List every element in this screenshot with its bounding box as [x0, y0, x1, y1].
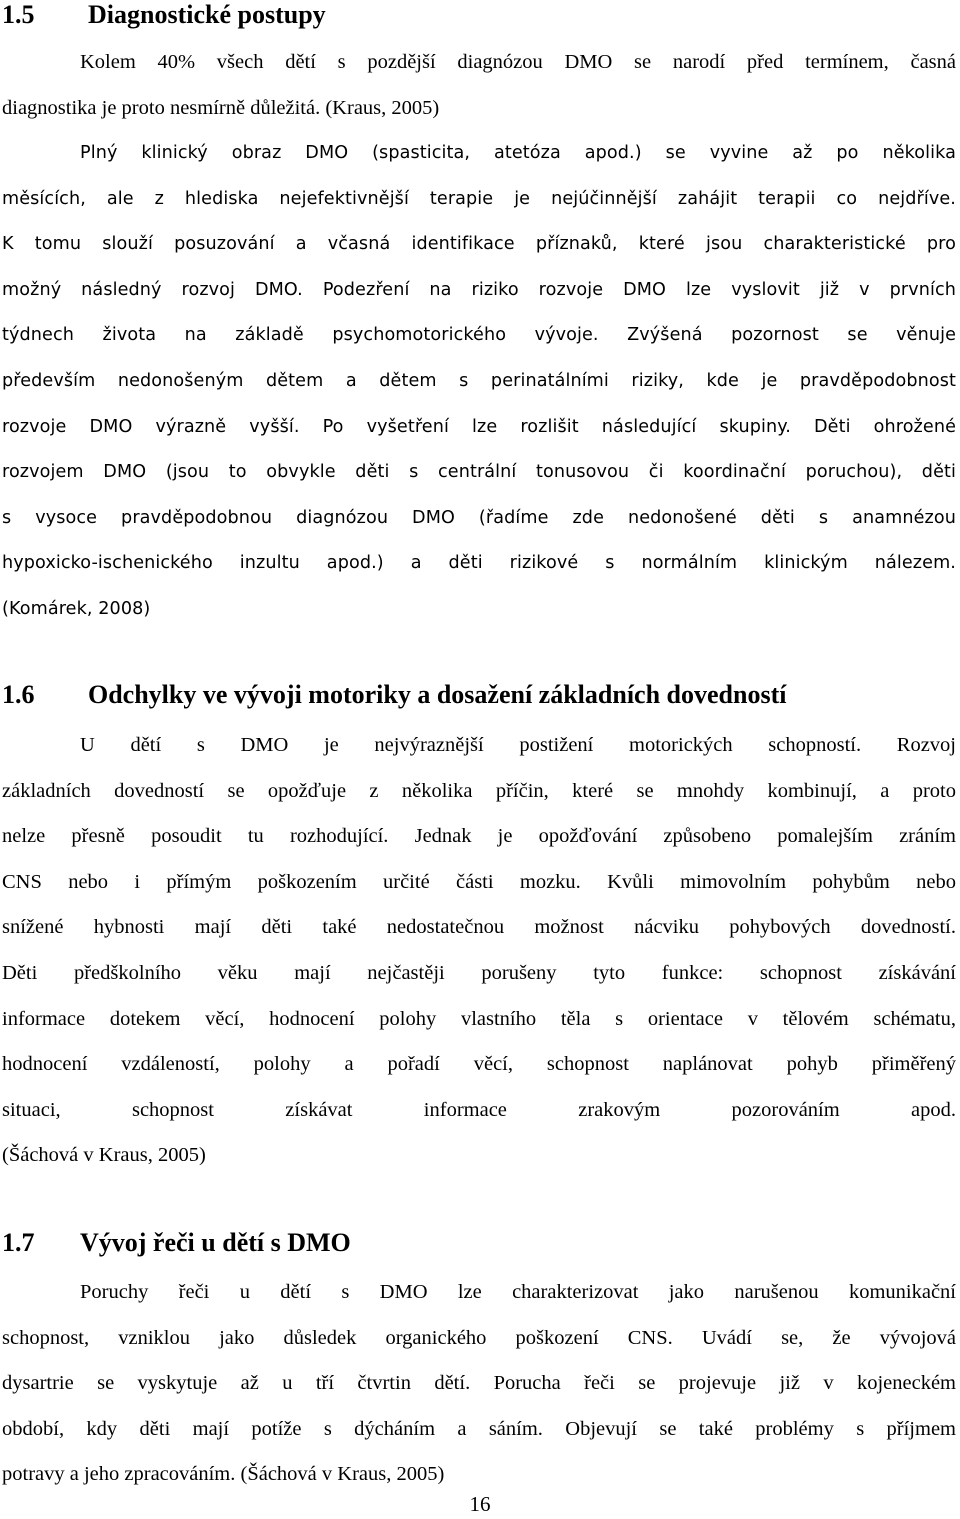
text-line: informace dotekem věcí, hodnocení polohy vlastního těla s orientace v tělovém schématu, [2, 1007, 956, 1030]
section-title: Odchylky ve vývoji motoriky a dosažení základních dovedností [88, 680, 787, 709]
section-title: Diagnostické postupy [88, 0, 326, 29]
paragraph-1-7-body [2, 1270, 956, 1498]
text-line: období, kdy děti mají potíže s dýcháním a sáním. Objevují se také problémy s příjmem [2, 1417, 956, 1440]
paragraph-1-6-body [2, 723, 956, 1179]
section-heading-1-6 [2, 680, 786, 710]
text-line: hodnocení vzdáleností, polohy a pořadí věcí, schopnost naplánovat pohyb přiměřený [2, 1053, 956, 1076]
text-line: snížené hybnosti mají děti také nedostatečnou možnost nácviku pohybových dovedností. [2, 916, 956, 939]
text-line: situaci, schopnost získávat informace zrakovým pozorováním apod. [2, 1098, 956, 1121]
text-line: diagnostika je proto nesmírně důležitá. (Kraus, 2005) [2, 96, 440, 119]
section-heading-1-7 [2, 1228, 351, 1258]
text-line: Plný klinický obraz DMO (spasticita, atetóza apod.) se vyvine až po několika [80, 143, 956, 163]
text-line: U dětí s DMO je nejvýraznější postižení motorických schopností. Rozvoj [80, 734, 956, 756]
text-line: možný následný rozvoj DMO. Podezření na riziko rozvoje DMO lze vyslovit již v prvních [2, 279, 956, 300]
text-line: (Šáchová v Kraus, 2005) [2, 1144, 206, 1167]
page-number: 16 [469, 1492, 491, 1516]
text-line: Děti předškolního věku mají nejčastěji porušeny tyto funkce: schopnost získávání [2, 961, 956, 984]
paragraph-1-5-intro [2, 40, 956, 131]
text-line: CNS nebo i přímým poškozením určité části mozku. Kvůli mimovolním pohybům nebo [2, 870, 956, 893]
text-line: týdnech života na základě psychomotorického vývoje. Zvýšená pozornost se věnuje [2, 325, 956, 346]
section-number: 1.7 [2, 1228, 35, 1257]
text-line: především nedonošeným dětem a dětem s perinatálními riziky, kde je pravděpodobnost [2, 370, 956, 391]
text-line: měsících, ale z hlediska nejefektivnější terapie je nejúčinnější zahájit terapii co nejdříve. [2, 188, 956, 209]
text-line: potravy a jeho zpracováním. (Šáchová v Kraus, 2005) [2, 1463, 445, 1486]
text-line: základních dovedností se opožďuje z několika příčin, které se mnohdy kombinují, a proto [2, 779, 956, 802]
text-line: nelze přesně posoudit tu rozhodující. Jednak je opožďování způsobeno pomalejším zráním [2, 825, 956, 848]
text-line: (Komárek, 2008) [2, 598, 151, 619]
section-title: Vývoj řeči u dětí s DMO [80, 1228, 351, 1257]
text-line: Kolem 40% všech dětí s pozdější diagnózou DMO se narodí před termínem, časná [80, 51, 956, 73]
text-line: rozvojem DMO (jsou to obvykle děti s centrální tonusovou či koordinační poruchou), děti [2, 462, 956, 483]
section-number: 1.5 [2, 0, 35, 29]
text-line: s vysoce pravděpodobnou diagnózou DMO (řadíme zde nedonošené děti s anamnézou [2, 507, 956, 528]
paragraph-1-5-body [2, 131, 956, 633]
text-line: dysartrie se vyskytuje až u tří čtvrtin dětí. Porucha řeči se projevuje již v kojeneckém [2, 1372, 956, 1395]
text-line: schopnost, vzniklou jako důsledek organického poškození CNS. Uvádí se, že vývojová [2, 1326, 956, 1349]
text-line: K tomu slouží posuzování a včasná identifikace příznaků, které jsou charakteristické pro [2, 234, 956, 255]
text-line: hypoxicko-ischenického inzultu apod.) a děti rizikové s normálním klinickým nálezem. [2, 553, 956, 574]
section-heading-1-5 [2, 0, 326, 30]
text-line: Poruchy řeči u dětí s DMO lze charakterizovat jako narušenou komunikační [80, 1281, 956, 1303]
section-number: 1.6 [2, 680, 35, 709]
text-line: rozvoje DMO výrazně vyšší. Po vyšetření lze rozlišit následující skupiny. Děti ohrožené [2, 416, 956, 437]
